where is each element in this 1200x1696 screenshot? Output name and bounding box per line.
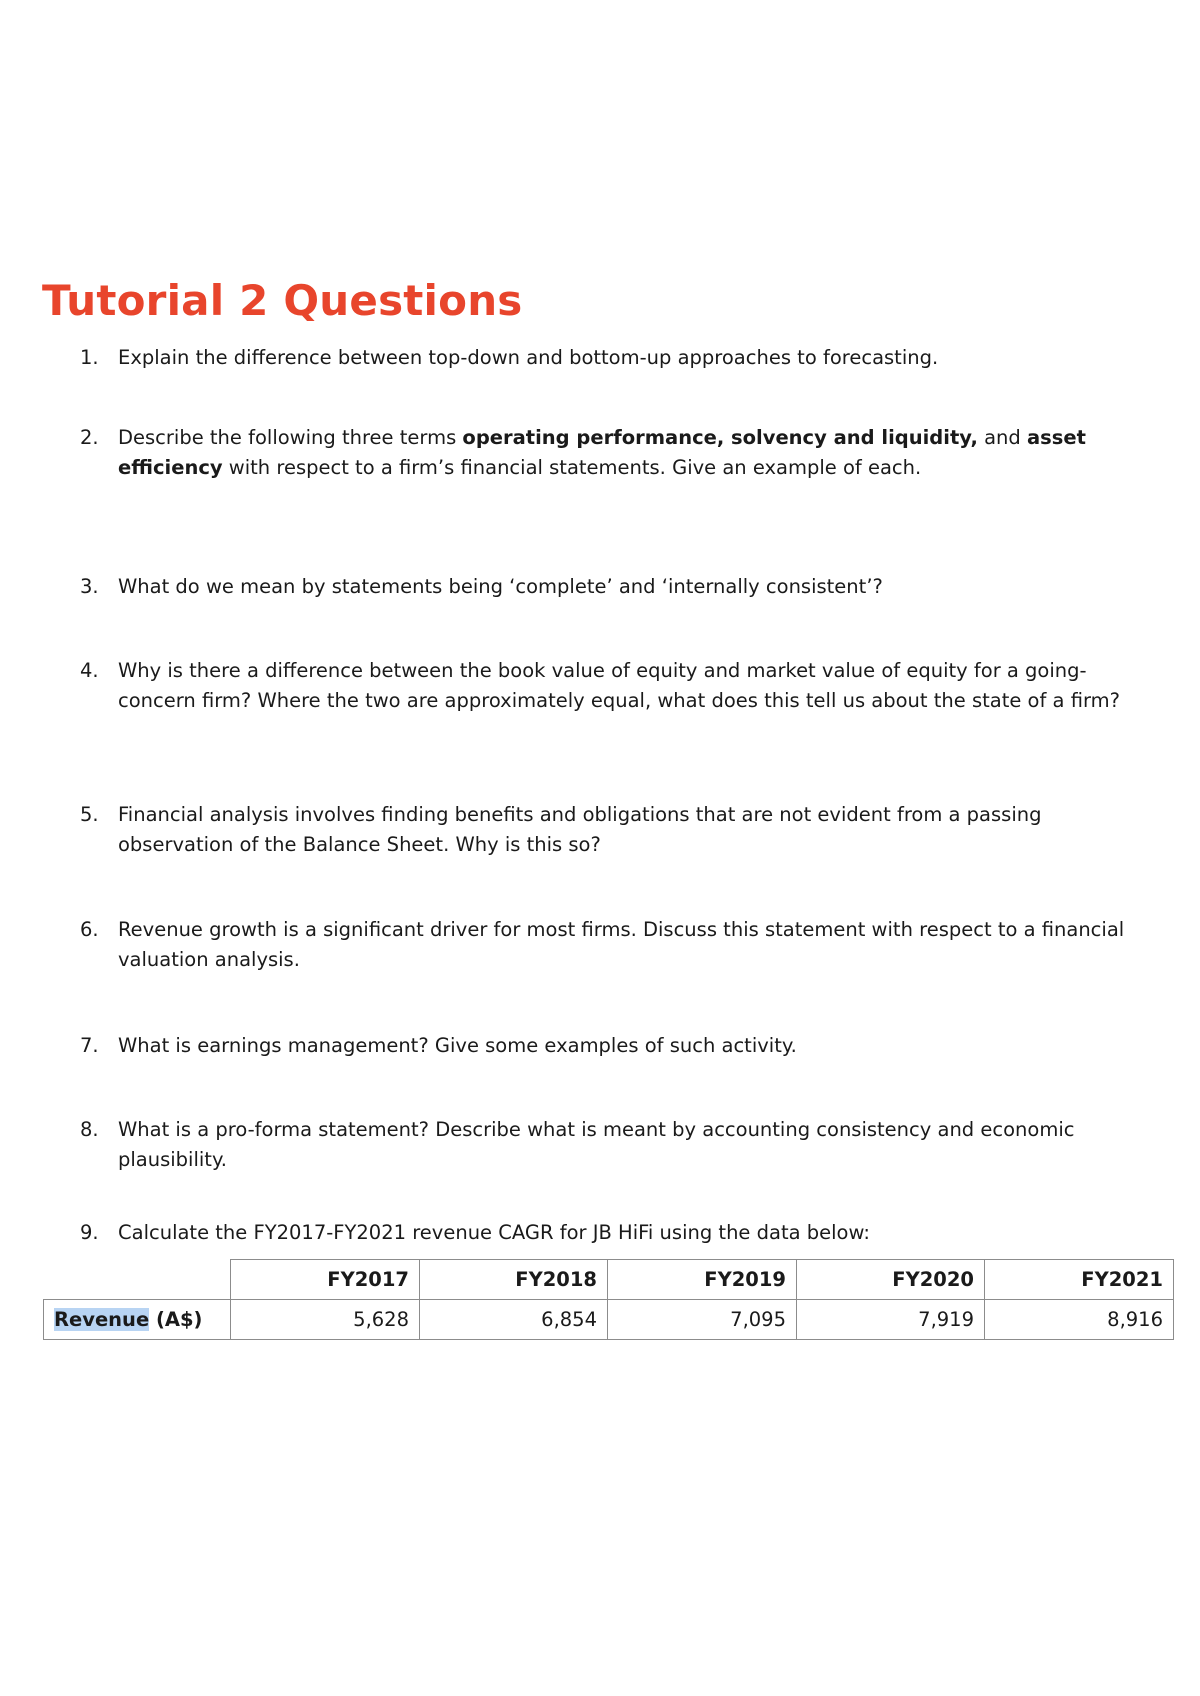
table-header-cell: FY2021 xyxy=(985,1260,1174,1300)
question-text: What is earnings management? Give some examples of such activity. xyxy=(118,1034,797,1057)
table-header-cell: FY2017 xyxy=(231,1260,420,1300)
question-text-part: with respect to a firm’s financial statements. Give an example of each. xyxy=(222,456,922,479)
question-text: Financial analysis involves finding benefits and obligations that are not evident from a passing observation of the Balance Sheet. Why is this so? xyxy=(118,803,1042,856)
question-7 xyxy=(80,1031,1160,1061)
selected-text[interactable]: Revenue xyxy=(54,1308,150,1331)
question-8 xyxy=(80,1115,1160,1175)
question-number: 3. xyxy=(80,575,99,598)
table-row-label xyxy=(44,1300,231,1340)
question-6 xyxy=(80,915,1160,975)
question-text-part: and xyxy=(977,426,1027,449)
question-text: Why is there a difference between the book value of equity and market value of equity for a going-concern firm? Where the two are approximately equal, what does this tell us about the state of a firm? xyxy=(118,659,1121,712)
question-number: 2. xyxy=(80,426,99,449)
table-header-row xyxy=(44,1260,1174,1300)
question-text xyxy=(118,423,1160,483)
question-9 xyxy=(80,1218,1160,1248)
table-cell: 5,628 xyxy=(231,1300,420,1340)
question-number: 1. xyxy=(80,346,99,369)
question-text: Explain the difference between top-down and bottom-up approaches to forecasting. xyxy=(118,346,939,369)
table-header-cell: FY2018 xyxy=(420,1260,608,1300)
question-number: 8. xyxy=(80,1118,99,1141)
question-3 xyxy=(80,572,1160,602)
question-number: 6. xyxy=(80,918,99,941)
question-number: 5. xyxy=(80,803,99,826)
table-cell: 7,919 xyxy=(797,1300,985,1340)
question-2 xyxy=(80,423,1160,483)
table-cell: 7,095 xyxy=(608,1300,797,1340)
table-cell: 8,916 xyxy=(985,1300,1174,1340)
revenue-table xyxy=(43,1259,1174,1340)
question-number: 7. xyxy=(80,1034,99,1057)
table-header-cell: FY2019 xyxy=(608,1260,797,1300)
page-title: Tutorial 2 Questions xyxy=(42,276,523,325)
question-number: 9. xyxy=(80,1221,99,1244)
question-number: 4. xyxy=(80,659,99,682)
question-text: What do we mean by statements being ‘complete’ and ‘internally consistent’? xyxy=(118,575,883,598)
question-4 xyxy=(80,656,1160,716)
question-1 xyxy=(80,343,1160,373)
question-text-part: Describe the following three terms xyxy=(118,426,463,449)
row-label-unit: (A$) xyxy=(149,1308,203,1331)
question-5 xyxy=(80,800,1160,860)
question-text: Calculate the FY2017-FY2021 revenue CAGR for JB HiFi using the data below: xyxy=(118,1221,870,1244)
bold-term: operating performance, solvency and liquidity, xyxy=(462,426,978,449)
question-text: Revenue growth is a significant driver for most firms. Discuss this statement with respect to a financial valuation analysis. xyxy=(118,918,1125,971)
question-text: What is a pro-forma statement? Describe what is meant by accounting consistency and economic plausibility. xyxy=(118,1118,1075,1171)
table-cell: 6,854 xyxy=(420,1300,608,1340)
table-corner-cell xyxy=(44,1260,231,1300)
bold-term: asset efficiency xyxy=(118,426,1086,479)
table-header-cell: FY2020 xyxy=(797,1260,985,1300)
table-row xyxy=(44,1300,1174,1340)
